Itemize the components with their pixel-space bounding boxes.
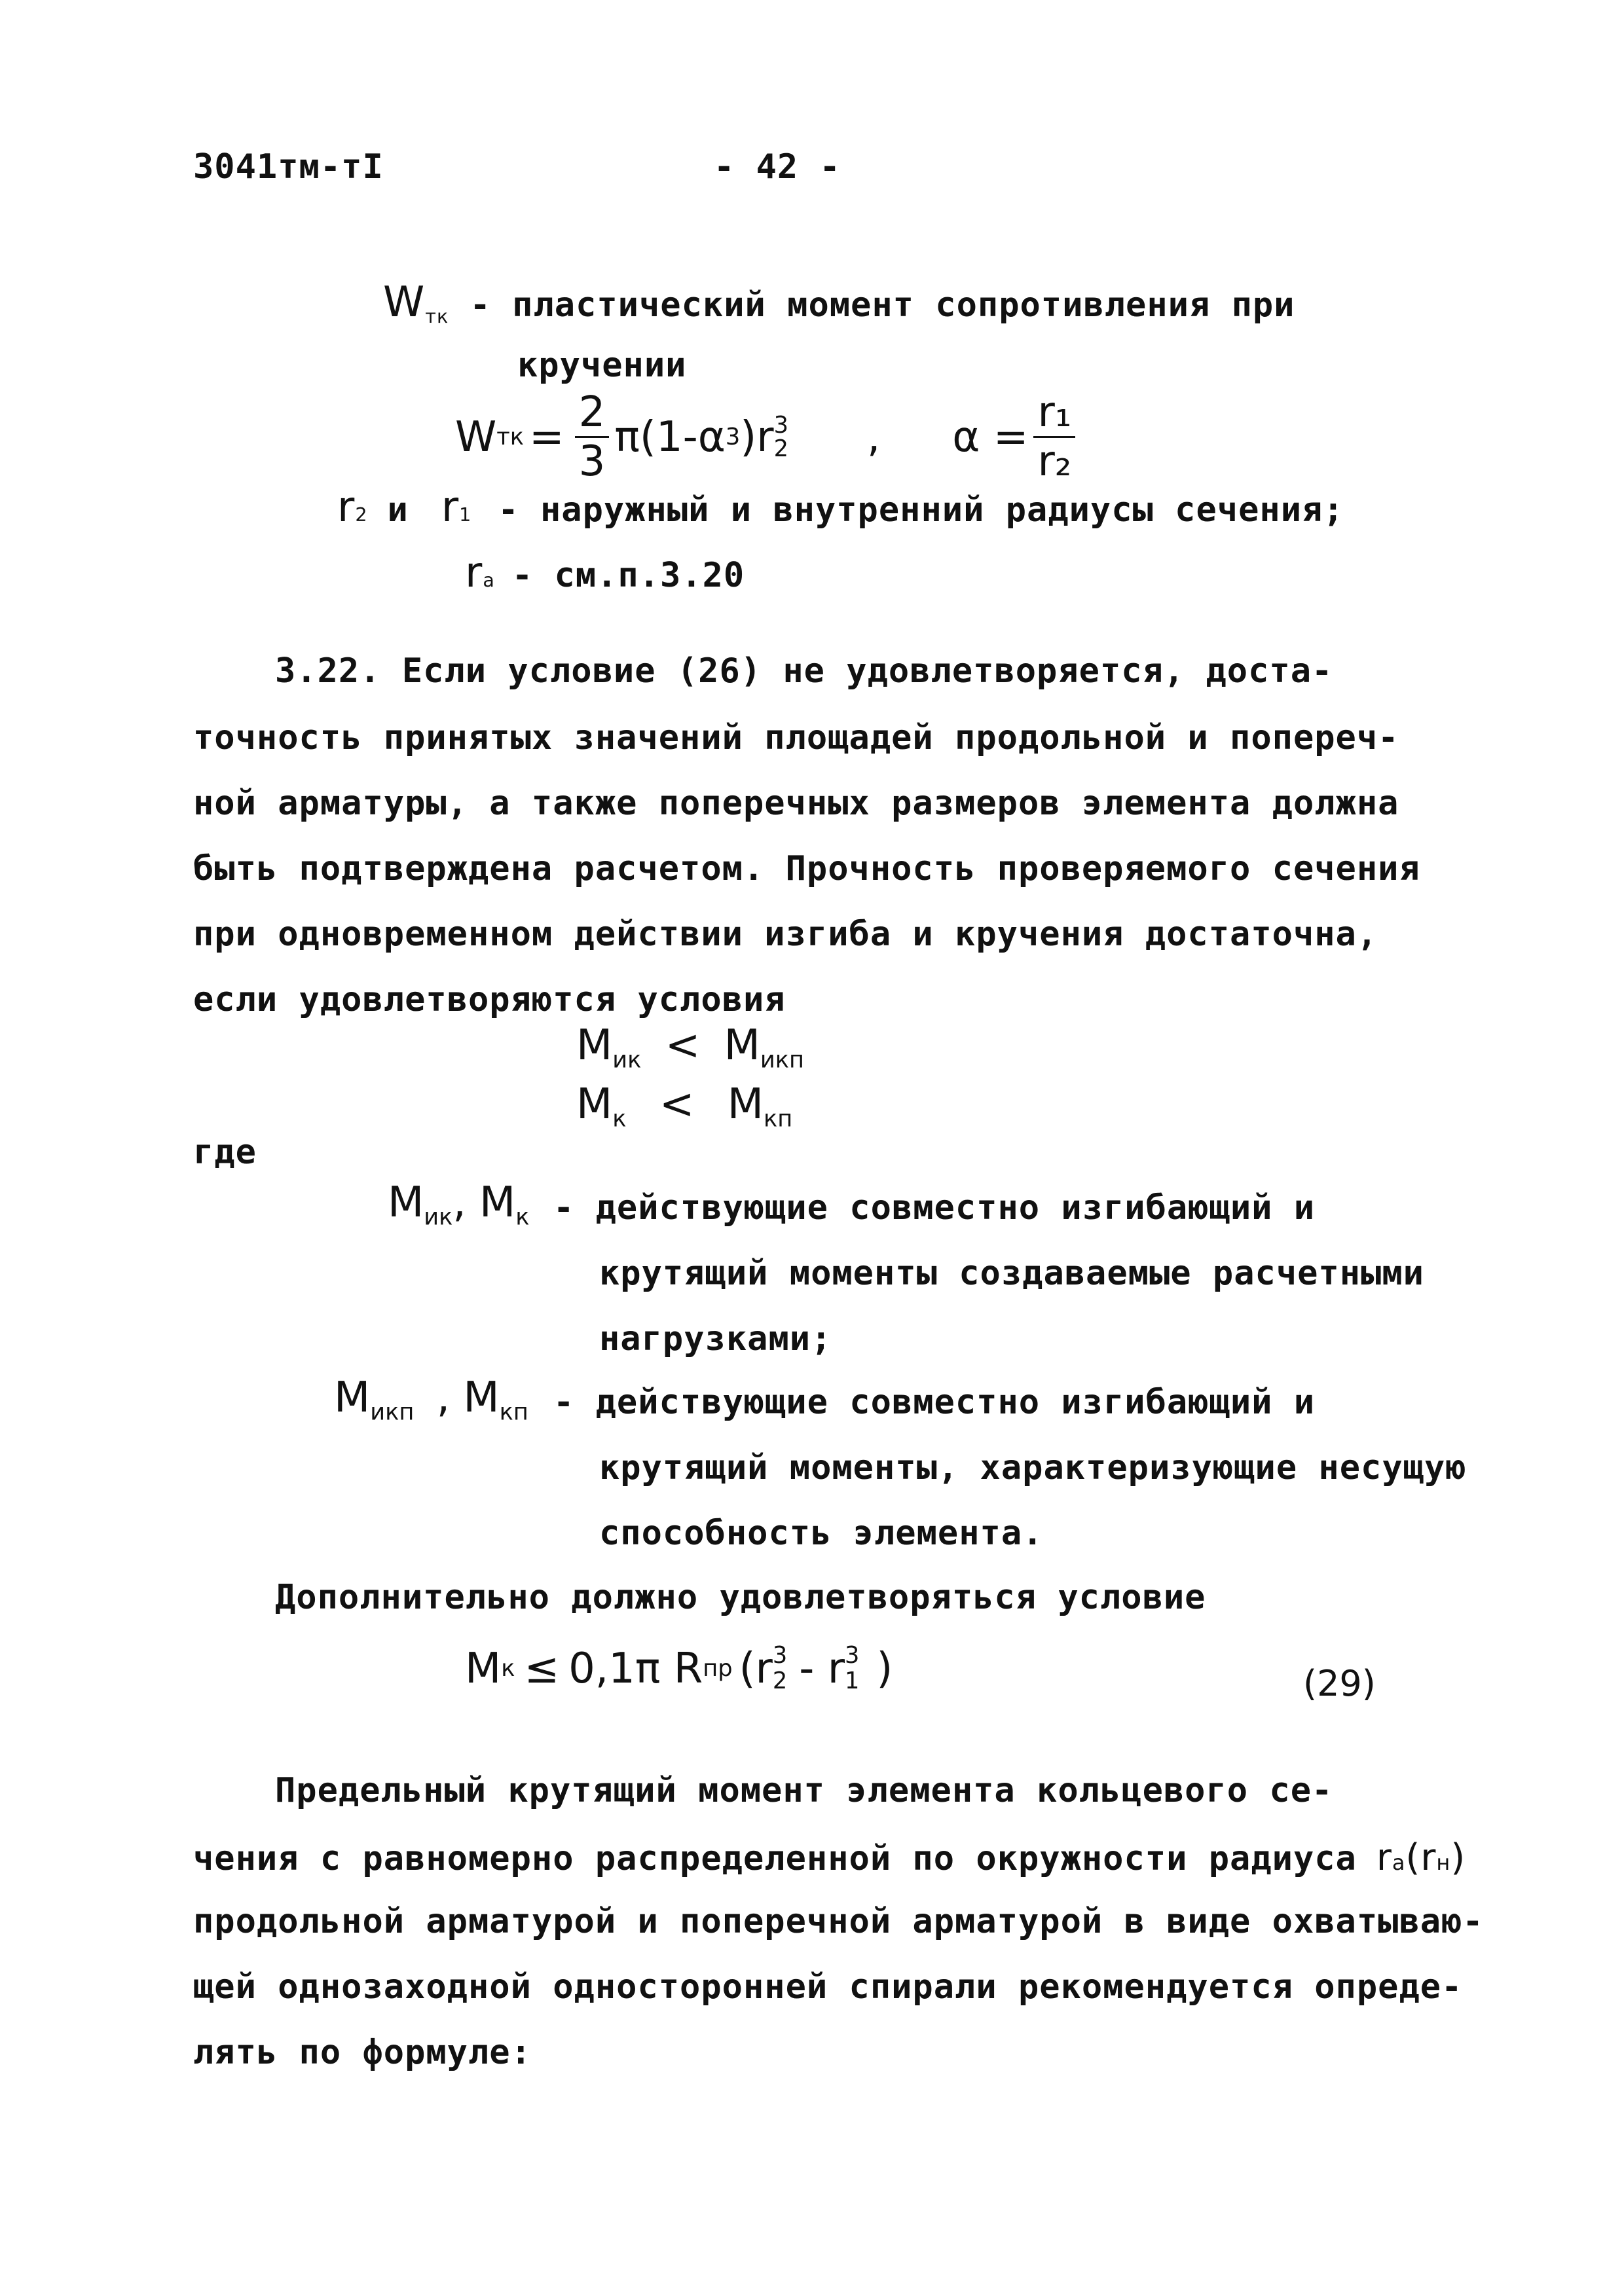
- formula-29: M к ≤ 0,1π R пр (r 3 2 - r 3 1 ): [465, 1642, 893, 1694]
- final-para-line-4: щей однозаходной односторонней спирали рекомендуется опреде-: [193, 1967, 1463, 2007]
- formula-29-number: (29): [1303, 1663, 1376, 1704]
- para-322-line-5: при одновременном действии изгиба и кручения достаточна,: [193, 915, 1378, 954]
- para-322-line-1: 3.22. Если условие (26) не удовлетворяется, доста-: [275, 651, 1333, 691]
- def2-line-2: крутящий моменты, характеризующие несущую: [599, 1448, 1467, 1487]
- final-para-line-3: продольной арматурой и поперечной арматурой в виде охватываю-: [193, 1902, 1484, 1941]
- def1-line-1: - действующие совместно изгибающий и: [553, 1188, 1316, 1228]
- radii-definition: r 2 и r 1 - наружный и внутренний радиусы сечения;: [337, 483, 1344, 532]
- para-322-line-6: если удовлетворяются условия: [193, 980, 786, 1019]
- def2-line-1: - действующие совместно изгибающий и: [553, 1383, 1316, 1422]
- final-para-line-2: чения с равномерно распределенной по окружности радиуса r a (r н ): [193, 1836, 1466, 1879]
- where-word: где: [193, 1133, 257, 1172]
- wtk-definition-continued: кручении: [517, 346, 687, 385]
- condition-2: $M_к < M_{кп}$: [576, 1080, 793, 1133]
- def2-symbols: $M_{икп}$ , $M_{кп}$: [334, 1374, 528, 1426]
- final-para-line-5: лять по формуле:: [193, 2033, 532, 2072]
- para-322-line-2: точность принятых значений площадей продольной и попереч-: [193, 718, 1399, 757]
- def1-line-3: нагрузками;: [599, 1319, 832, 1358]
- condition-1: $M_{ик} < M_{икп}$: [576, 1021, 805, 1074]
- def1-line-2: крутящий моменты создаваемые расчетными: [599, 1254, 1424, 1293]
- ra-reference: r a - см.п.3.20: [465, 549, 745, 597]
- def2-line-3: способность элемента.: [599, 1514, 1044, 1553]
- page-number: - 42 -: [714, 147, 841, 187]
- para-322-line-3: ной арматуры, а также поперечных размеров элемента должна: [193, 784, 1399, 823]
- def1-symbols: $M_{ик}$, $M_к$: [388, 1178, 530, 1231]
- wtk-definition: $W_{тк}$ - пластический момент сопротивления при: [383, 278, 1295, 327]
- additional-condition-text: Дополнительно должно удовлетворяться условие: [275, 1578, 1206, 1617]
- para-322-line-4: быть подтверждена расчетом. Прочность проверяемого сечения: [193, 849, 1420, 888]
- wtk-formula: W тк = $\frac{2}{3}$ π(1-α 3 )r 3 2 , α = $\frac{\text{r₁}}{\text{r₂}}$: [455, 392, 1080, 483]
- document-code: 3041тм-тI: [193, 147, 384, 187]
- final-para-line-1: Предельный крутящий момент элемента кольцевого се-: [275, 1771, 1333, 1810]
